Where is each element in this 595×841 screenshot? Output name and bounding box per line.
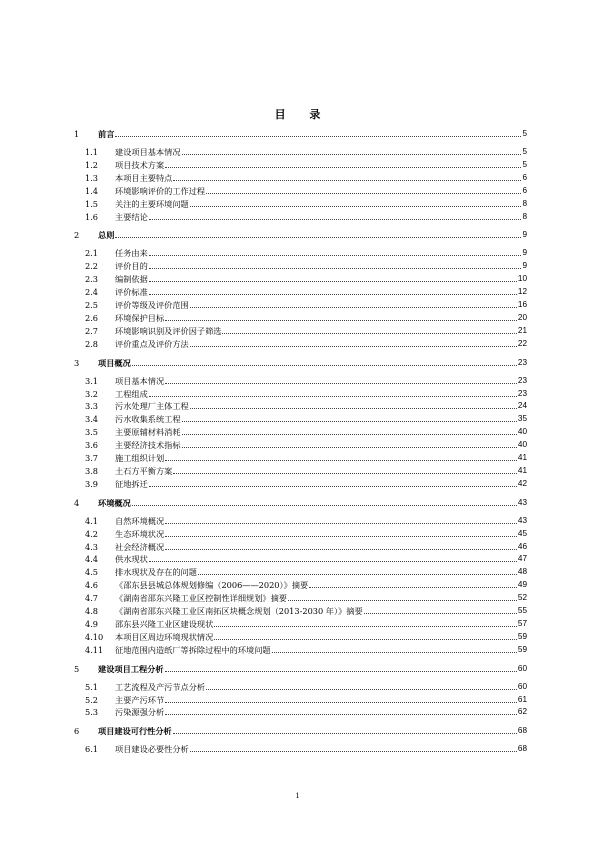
toc-section-entry[interactable] <box>74 515 527 527</box>
dot-leader <box>165 535 517 537</box>
entry-page-number: 46 <box>517 541 527 551</box>
dot-leader <box>190 306 517 308</box>
entry-number: 3.3 <box>85 401 99 412</box>
toc-section-entry[interactable] <box>74 260 527 272</box>
entry-number: 3.8 <box>85 465 99 476</box>
entry-title: 征地范围内造纸厂等拆除过程中的环境问题 <box>115 644 271 655</box>
entry-page-number: 12 <box>517 287 527 297</box>
entry-title: 评价标准 <box>115 287 148 298</box>
entry-page-number: 59 <box>517 631 527 641</box>
entry-title: 环境概况 <box>98 497 131 508</box>
dot-leader <box>206 688 517 690</box>
dot-leader <box>149 267 522 269</box>
entry-title: 污染源强分析 <box>115 707 165 718</box>
entry-page-number: 20 <box>517 312 527 322</box>
entry-number: 4.11 <box>85 644 104 655</box>
dot-leader <box>149 280 517 282</box>
entry-title: 环境影响评价的工作过程 <box>115 185 206 196</box>
entry-number: 2.5 <box>85 300 99 310</box>
entry-page-number: 5 <box>522 147 527 156</box>
entry-title: 环境影响识别及评价因子筛选 <box>115 325 222 336</box>
entry-page-number: 55 <box>517 606 527 615</box>
toc-section-entry[interactable] <box>74 743 527 755</box>
entry-number: 4.3 <box>85 541 99 552</box>
dot-leader <box>132 364 517 366</box>
entry-title: 本项目区周边环境现状情况 <box>115 631 214 642</box>
entry-title: 《邵东县县城总体规划修编（2006——2020）》摘要 <box>115 580 309 591</box>
entry-page-number: 40 <box>517 440 527 450</box>
entry-page-number: 62 <box>517 707 527 717</box>
dot-leader <box>173 732 517 734</box>
toc-section-entry[interactable] <box>74 681 527 693</box>
entry-number: 4.2 <box>85 528 99 539</box>
dot-leader <box>309 586 517 588</box>
entry-number: 5.2 <box>85 694 99 705</box>
dot-leader <box>272 651 517 653</box>
entry-number: 3 <box>74 357 80 368</box>
entry-number: 2.1 <box>85 248 99 259</box>
entry-page-number: 49 <box>517 580 527 590</box>
entry-page-number: 22 <box>517 338 527 348</box>
toc-section-entry[interactable] <box>74 452 527 464</box>
toc-section-entry[interactable] <box>74 413 527 425</box>
entry-title: 项目基本情况 <box>115 375 165 386</box>
entry-page-number: 24 <box>517 401 527 411</box>
dot-leader <box>198 573 517 575</box>
entry-number: 4.5 <box>85 567 99 578</box>
entry-title: 建设项目基本情况 <box>115 147 181 157</box>
toc-section-entry[interactable] <box>74 299 527 311</box>
dot-leader <box>206 192 521 194</box>
entry-number: 4 <box>74 497 80 508</box>
dot-leader <box>149 485 517 487</box>
toc-section-entry[interactable] <box>74 273 527 285</box>
dot-leader <box>165 701 517 703</box>
toc-section-entry[interactable] <box>74 644 527 656</box>
entry-page-number: 9 <box>522 248 527 258</box>
dot-leader <box>115 135 521 137</box>
toc-section-entry[interactable] <box>74 388 527 400</box>
toc-section-entry[interactable] <box>74 375 527 387</box>
dot-leader <box>190 205 522 207</box>
entry-page-number: 23 <box>517 388 527 398</box>
entry-title: 建设项目工程分析 <box>98 663 164 674</box>
entry-title: 评价重点及评价方法 <box>115 338 189 349</box>
toc-section-entry[interactable] <box>74 198 527 210</box>
entry-title: 生态环境状况 <box>115 528 165 539</box>
entry-number: 2.3 <box>85 274 99 285</box>
entry-title: 供水现状 <box>115 554 148 565</box>
dot-leader <box>190 345 517 347</box>
entry-number: 3.7 <box>85 453 99 463</box>
dot-leader <box>149 218 522 220</box>
entry-title: 总则 <box>98 230 115 241</box>
toc-section-entry[interactable] <box>74 159 527 171</box>
entry-number: 1.6 <box>85 211 99 222</box>
dot-leader <box>115 236 521 238</box>
dot-leader <box>222 332 516 334</box>
entry-title: 项目概况 <box>98 357 131 368</box>
toc-section-entry[interactable] <box>74 185 527 197</box>
entry-title: 项目技术方案 <box>115 159 165 170</box>
entry-number: 2.8 <box>85 338 99 349</box>
entry-page-number: 5 <box>522 129 527 138</box>
entry-title: 编制依据 <box>115 274 148 285</box>
entry-number: 4.4 <box>85 554 99 565</box>
entry-number: 3.5 <box>85 427 99 438</box>
entry-number: 4.8 <box>85 606 99 616</box>
toc-section-entry[interactable] <box>74 211 527 223</box>
toc-section-entry[interactable] <box>74 146 527 158</box>
entry-title: 征地拆迁 <box>115 478 148 489</box>
toc-section-entry[interactable] <box>74 553 527 565</box>
entry-page-number: 61 <box>517 694 527 704</box>
entry-page-number: 45 <box>517 528 527 538</box>
entry-title: 主要结论 <box>115 211 148 222</box>
toc-section-entry[interactable] <box>74 541 527 553</box>
entry-number: 3.6 <box>85 440 99 451</box>
toc-section-entry[interactable] <box>74 478 527 490</box>
entry-page-number: 42 <box>517 478 527 488</box>
dot-leader <box>165 522 517 524</box>
entry-page-number: 48 <box>517 567 527 577</box>
entry-title: 土石方平衡方案 <box>115 465 173 476</box>
dot-leader <box>165 459 517 461</box>
entry-page-number: 16 <box>517 300 527 309</box>
entry-title: 《湖南省邵东兴隆工业区南拓区块概念规划（2013-2030 年）》摘要 <box>115 606 363 616</box>
entry-title: 评价等级及评价范围 <box>115 300 189 310</box>
entry-title: 排水现状及存在的问题 <box>115 567 197 578</box>
entry-title: 主要经济技术指标 <box>115 440 181 451</box>
entry-title: 前言 <box>98 129 115 139</box>
entry-number: 3.1 <box>85 375 99 386</box>
entry-title: 《湖南省邵东兴隆工业区控制性详细规划》摘要 <box>115 593 287 604</box>
entry-number: 2.6 <box>85 312 99 323</box>
entry-title: 主要原辅材料消耗 <box>115 427 181 438</box>
entry-page-number: 9 <box>522 230 527 240</box>
toc-section-entry[interactable] <box>74 528 527 540</box>
toc-section-entry[interactable] <box>74 694 527 706</box>
toc-chapter-entry[interactable] <box>74 663 527 675</box>
dot-leader <box>182 433 517 435</box>
toc-chapter-entry[interactable] <box>74 357 527 369</box>
toc-section-entry[interactable] <box>74 247 527 259</box>
entry-page-number: 23 <box>517 357 527 367</box>
entry-page-number: 35 <box>517 414 527 424</box>
toc-chapter-entry[interactable] <box>74 128 527 140</box>
dot-leader <box>288 599 517 601</box>
toc-chapter-entry[interactable] <box>74 229 527 241</box>
entry-page-number: 43 <box>517 515 527 525</box>
entry-title: 评价目的 <box>115 261 148 272</box>
dot-leader <box>190 407 517 409</box>
entry-title: 关注的主要环境问题 <box>115 198 189 209</box>
dot-leader <box>165 166 521 168</box>
entry-page-number: 59 <box>517 644 527 654</box>
entry-title: 任务由来 <box>115 248 148 259</box>
entry-title: 污水处理厂主体工程 <box>115 401 189 412</box>
toc-section-entry[interactable] <box>74 631 527 643</box>
entry-page-number: 40 <box>517 427 527 437</box>
dot-leader <box>165 382 517 384</box>
entry-number: 5.3 <box>85 707 99 718</box>
entry-number: 6 <box>74 726 80 737</box>
dot-leader <box>182 153 522 155</box>
dot-leader <box>149 560 517 562</box>
entry-page-number: 21 <box>517 325 527 335</box>
entry-title: 项目建设可行性分析 <box>98 726 172 737</box>
toc-section-entry[interactable] <box>74 312 527 324</box>
entry-page-number: 43 <box>517 497 527 507</box>
entry-number: 2 <box>74 230 80 241</box>
entry-title: 项目建设必要性分析 <box>115 744 189 755</box>
toc-section-entry[interactable] <box>74 605 527 617</box>
dot-leader <box>165 548 517 550</box>
toc-section-entry[interactable] <box>74 400 527 412</box>
entry-title: 施工组织计划 <box>115 453 165 463</box>
dot-leader <box>182 420 517 422</box>
entry-number: 3.2 <box>85 388 99 399</box>
entry-page-number: 68 <box>517 744 527 754</box>
toc-section-entry[interactable] <box>74 579 527 591</box>
toc-section-entry[interactable] <box>74 426 527 438</box>
toc-section-entry[interactable] <box>74 566 527 578</box>
entry-page-number: 47 <box>517 554 527 564</box>
entry-page-number: 9 <box>522 261 527 271</box>
entry-page-number: 23 <box>517 375 527 385</box>
entry-number: 1.1 <box>85 147 99 157</box>
dot-leader <box>165 670 517 672</box>
entry-number: 4.10 <box>85 631 104 642</box>
page-number: 1 <box>295 791 300 800</box>
dot-leader <box>214 638 517 640</box>
entry-number: 2.4 <box>85 287 99 298</box>
entry-number: 5 <box>74 663 80 674</box>
toc-chapter-entry[interactable] <box>74 725 527 737</box>
entry-number: 1.4 <box>85 185 99 196</box>
entry-number: 4.6 <box>85 580 99 591</box>
entry-page-number: 6 <box>522 185 527 195</box>
entry-page-number: 41 <box>517 453 527 462</box>
entry-number: 4.1 <box>85 515 99 526</box>
entry-number: 5.1 <box>85 681 99 692</box>
toc-section-entry[interactable] <box>74 618 527 630</box>
entry-page-number: 52 <box>517 593 527 603</box>
entry-page-number: 8 <box>522 211 527 221</box>
entry-title: 工艺流程及产污节点分析 <box>115 681 206 692</box>
dot-leader <box>214 625 517 627</box>
entry-title: 工程组成 <box>115 388 148 399</box>
entry-title: 本项目主要特点 <box>115 172 173 183</box>
dot-leader <box>165 713 517 715</box>
toc-section-entry[interactable] <box>74 338 527 350</box>
entry-number: 4.7 <box>85 593 99 604</box>
dot-leader <box>149 395 517 397</box>
toc-title: 目 录 <box>274 108 331 121</box>
dot-leader <box>173 472 517 474</box>
entry-number: 6.1 <box>85 744 99 755</box>
entry-number: 3.9 <box>85 478 99 489</box>
entry-page-number: 60 <box>517 663 527 673</box>
entry-page-number: 8 <box>522 198 527 208</box>
dot-leader <box>149 293 517 295</box>
entry-page-number: 41 <box>517 465 527 475</box>
entry-title: 污水收集系统工程 <box>115 414 181 425</box>
entry-page-number: 68 <box>517 726 527 736</box>
toc-section-entry[interactable] <box>74 592 527 604</box>
entry-number: 1.3 <box>85 172 99 183</box>
entry-number: 2.2 <box>85 261 99 272</box>
entry-number: 4.9 <box>85 618 99 629</box>
entry-title: 邵东县兴隆工业区建设现状 <box>115 618 214 629</box>
entry-number: 1.2 <box>85 159 99 170</box>
entry-page-number: 5 <box>522 159 527 169</box>
entry-number: 3.4 <box>85 414 99 425</box>
entry-number: 2.7 <box>85 325 99 336</box>
dot-leader <box>190 750 517 752</box>
toc-section-entry[interactable] <box>74 172 527 184</box>
dot-leader <box>182 446 517 448</box>
dot-leader <box>364 612 517 614</box>
entry-title: 主要产污环节 <box>115 694 165 705</box>
entry-title: 自然环境概况 <box>115 515 165 526</box>
entry-title: 社会经济概况 <box>115 541 165 552</box>
toc-section-entry[interactable] <box>74 325 527 337</box>
entry-page-number: 6 <box>522 172 527 182</box>
entry-number: 1 <box>74 129 80 139</box>
dot-leader <box>173 179 521 181</box>
dot-leader <box>132 504 517 506</box>
entry-number: 1.5 <box>85 198 99 209</box>
dot-leader <box>149 254 522 256</box>
entry-title: 环境保护目标 <box>115 312 165 323</box>
entry-page-number: 60 <box>517 681 527 691</box>
entry-page-number: 57 <box>517 618 527 628</box>
toc-section-entry[interactable] <box>74 465 527 477</box>
toc-section-entry[interactable] <box>74 439 527 451</box>
toc-section-entry[interactable] <box>74 286 527 298</box>
dot-leader <box>165 319 517 321</box>
toc-section-entry[interactable] <box>74 706 527 718</box>
toc-chapter-entry[interactable] <box>74 497 527 509</box>
entry-page-number: 10 <box>517 274 527 284</box>
